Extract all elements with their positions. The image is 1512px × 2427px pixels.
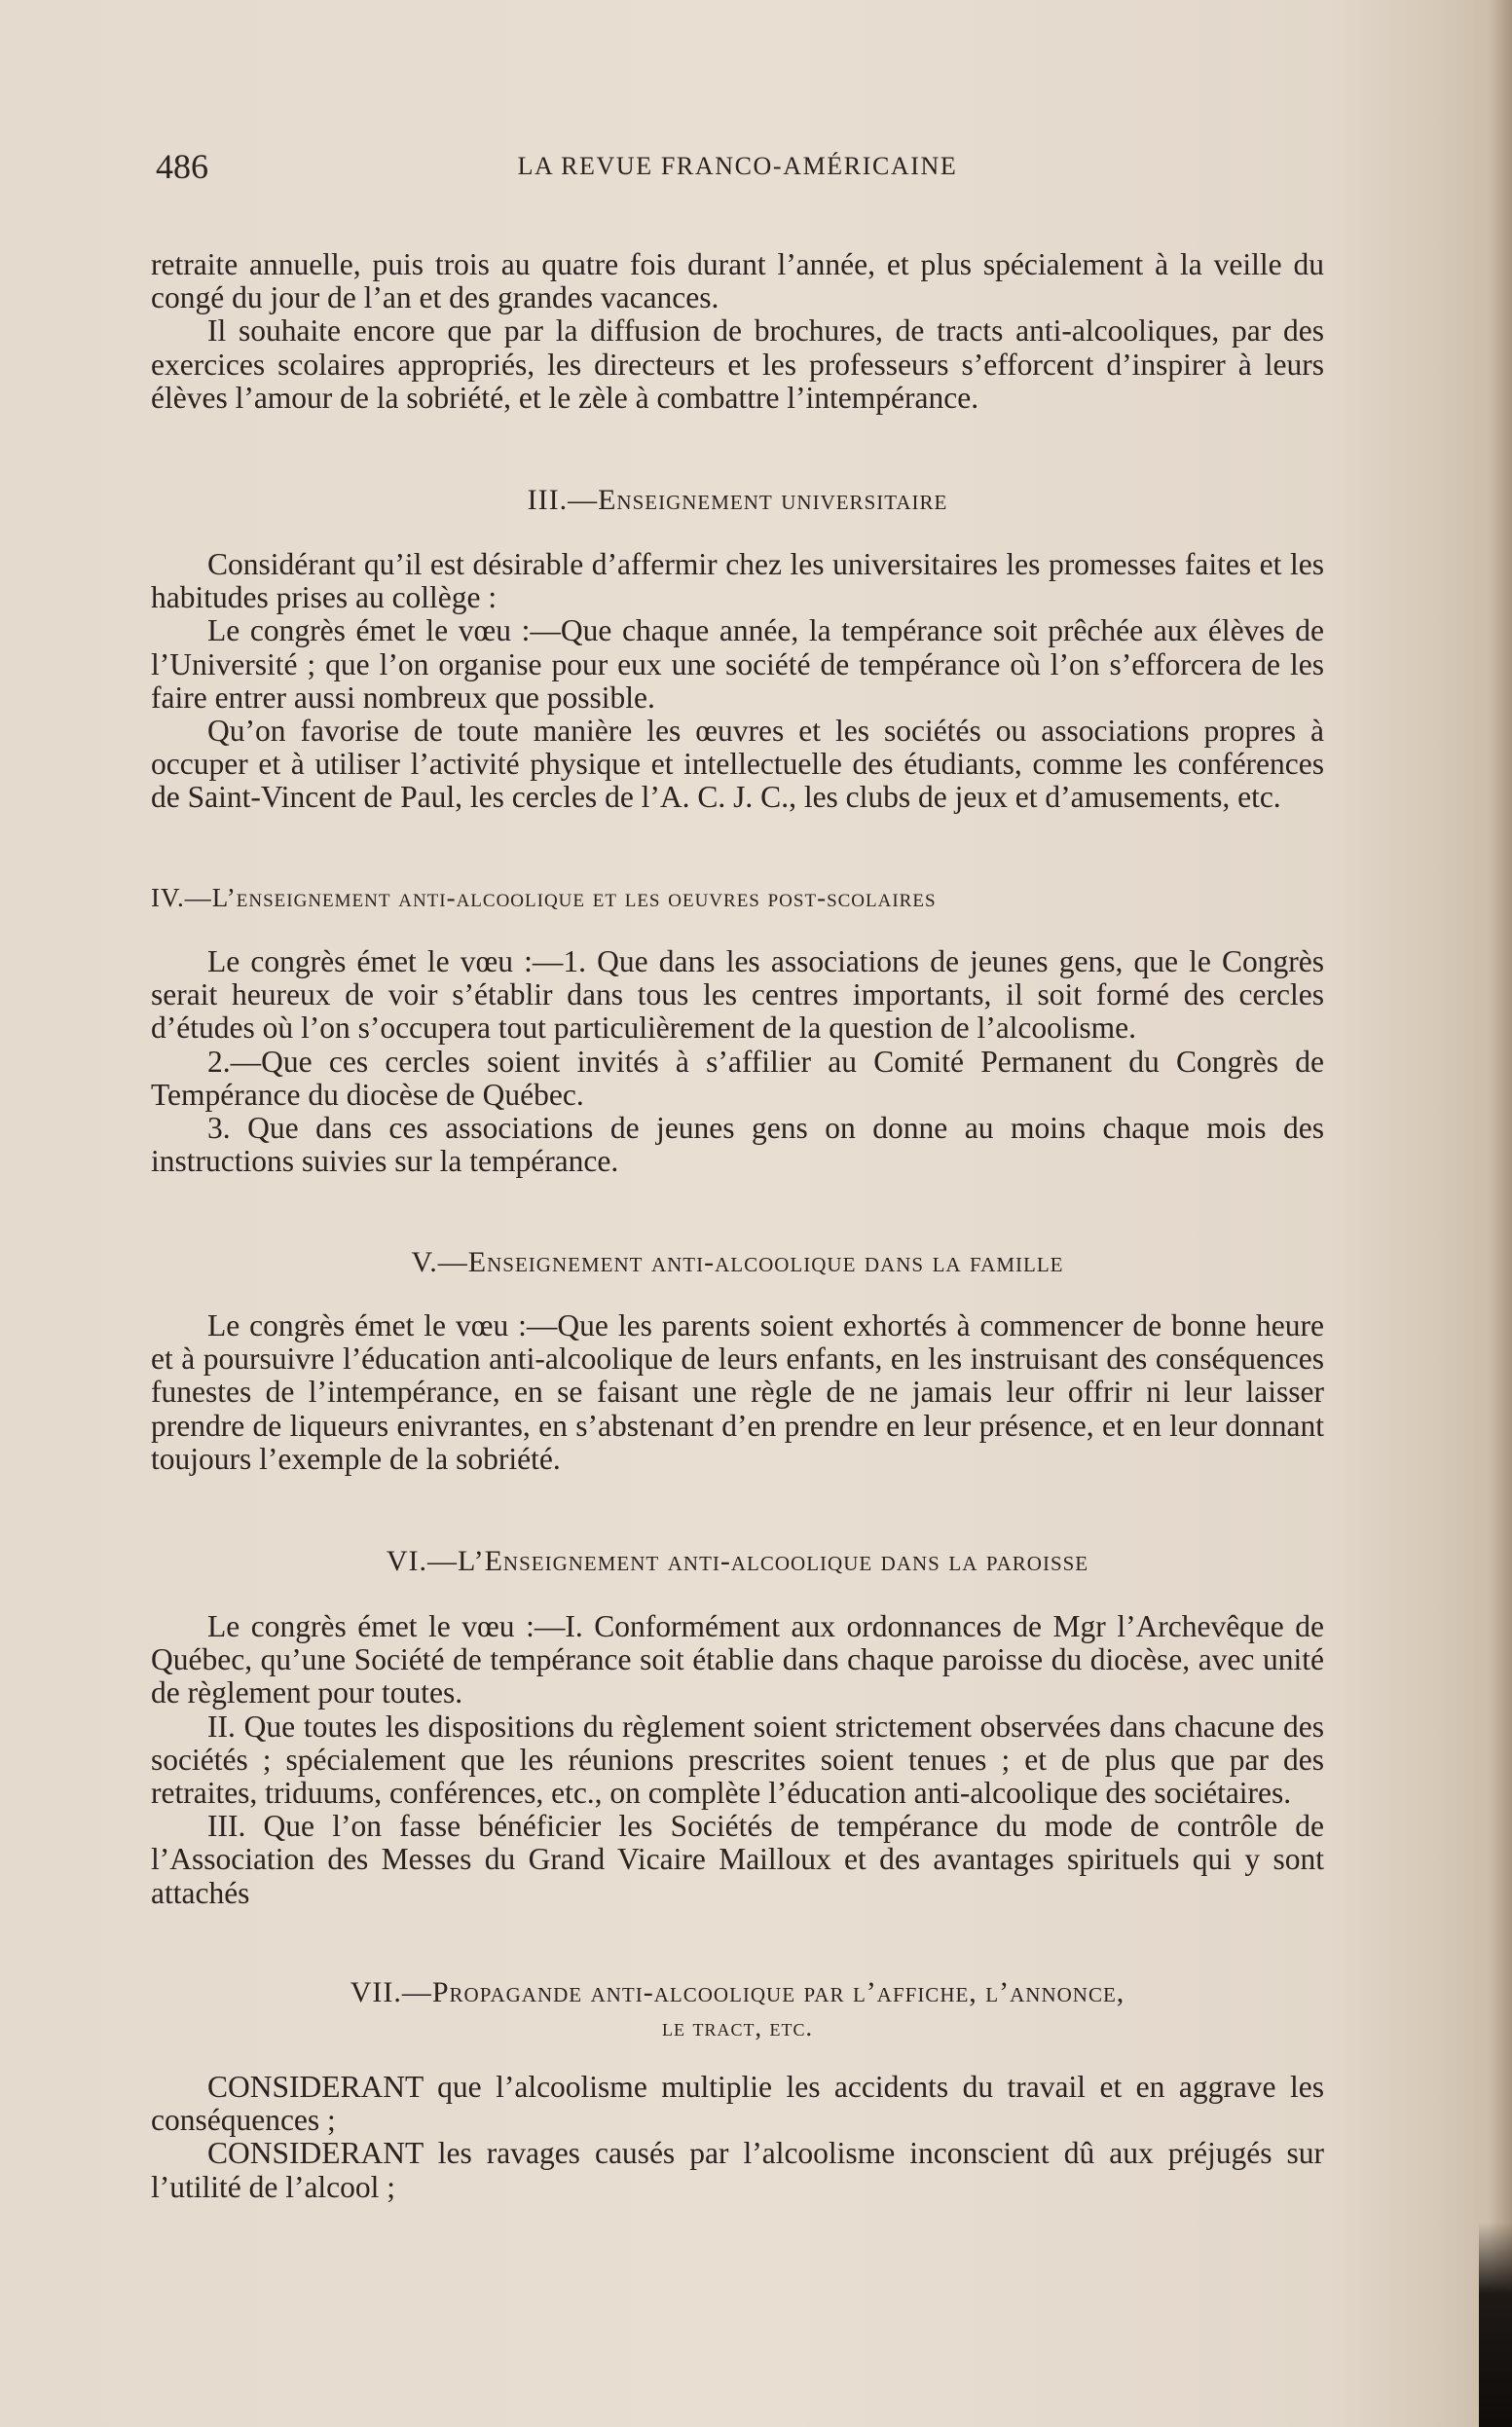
section-heading-vii-line2 [151, 2011, 1324, 2044]
page-edge-shadow [1489, 0, 1512, 2427]
section-heading-vii [151, 1976, 1324, 2009]
paragraph: CONSIDERANT que l’alcoolisme multiplie les accidents du travail et en aggrave les conséquences ; [151, 2070, 1324, 2138]
paragraph: CONSIDERANT les ravages causés par l’alcoolisme inconscient dû aux préjugés sur l’utilité de l’alcool ; [151, 2136, 1324, 2204]
intro-block [151, 248, 1324, 415]
paragraph: Le congrès émet le vœu :—Que chaque année, la tempérance soit prêchée aux élèves de l’Université ; que l’on organise pour eux une société de tempérance où l’on s’efforcera de les faire entrer aussi nombreux que possible. [151, 613, 1324, 715]
paragraph: Il souhaite encore que par la diffusion de brochures, de tracts anti-alcooliques, par des exercices scolaires appropriés, les directeurs et les professeurs s’efforcent d’inspirer à leurs élèves l’amour de la sobriété, et le zèle à combattre l’intempérance. [151, 313, 1324, 415]
section-vii-block [151, 2071, 1324, 2204]
section-iii-block [151, 548, 1324, 815]
section-iv-block [151, 945, 1324, 1178]
dark-corner [1479, 2223, 1512, 2427]
section-heading-text: V.—Enseignement anti-alcoolique dans la famille [411, 1246, 1064, 1278]
paragraph: Le congrès émet le vœu :—Que les parents soient exhortés à commencer de bonne heure et à poursuivre l’éducation anti-alcoolique de leurs enfants, en les instruisant des conséquences funestes de l’intempérance, en se faisant une règle de ne jamais leur offrir ni leur laisser prendre de liqueurs enivrantes, en s’abstenant d’en prendre en leur présence, et en leur donnant toujours l’exemple de la sobriété. [151, 1308, 1324, 1476]
paragraph: III. Que l’on fasse bénéficier les Sociétés de tempérance du mode de contrôle de l’Association des Messes du Grand Vicaire Mailloux et des avantages spirituels qui y sont attachés [151, 1809, 1324, 1910]
section-heading-vi [151, 1545, 1324, 1578]
section-heading-iv [151, 881, 1324, 914]
section-vi-block [151, 1610, 1324, 1910]
paragraph: Considérant qu’il est désirable d’affermir chez les universitaires les promesses faites et les habitudes prises au collège : [151, 547, 1324, 615]
section-heading-iii [151, 484, 1324, 517]
section-v-block [151, 1309, 1324, 1476]
paragraph: II. Que toutes les dispositions du règlement soient strictement observées dans chacune des sociétés ; spécialement que les réunions prescrites soient tenues ; et de plus que par des retraites, triduums, conférences, etc., on complète l’éducation anti-alcoolique des sociétaires. [151, 1709, 1324, 1811]
paragraph: Le congrès émet le vœu :—1. Que dans les associations de jeunes gens, que le Congrès serait heureux de voir s’établir dans tous les centres importants, il soit formé des cercles d’études où l’on s’occupera tout particulièrement de la question de l’alcoolisme. [151, 944, 1324, 1046]
running-title: LA REVUE FRANCO-AMÉRICAINE [517, 152, 958, 180]
section-heading-text: VI.—L’Enseignement anti-alcoolique dans la paroisse [386, 1545, 1089, 1577]
section-heading-text: le tract, etc. [662, 2013, 813, 2041]
section-heading-v [151, 1246, 1324, 1279]
section-heading-text: III.—Enseignement universitaire [527, 484, 948, 516]
paragraph: Le congrès émet le vœu :—I. Conformément aux ordonnances de Mgr l’Archevêque de Québec, qu’une Société de tempérance soit établie dans chaque paroisse du diocèse, avec unité de règlement pour toutes. [151, 1609, 1324, 1710]
paragraph: 2.—Que ces cercles soient invités à s’affilier au Comité Permanent du Congrès de Tempérance du diocèse de Québec. [151, 1044, 1324, 1112]
page-header [151, 146, 1324, 191]
page-number: 486 [156, 147, 208, 186]
paragraph: Qu’on favorise de toute manière les œuvres et les sociétés ou associations propres à occuper et à utiliser l’activité physique et intellectuelle des étudiants, comme les conférences de Saint-Vincent de Paul, les cercles de l’A. C. J. C., les clubs de jeux et d’amusements, etc. [151, 714, 1324, 815]
paragraph: 3. Que dans ces associations de jeunes gens on donne au moins chaque mois des instructions suivies sur la tempérance. [151, 1111, 1324, 1179]
section-heading-text: VII.—Propagande anti-alcoolique par l’affiche, l’annonce, [350, 1976, 1125, 2008]
paragraph: retraite annuelle, puis trois au quatre fois durant l’année, et plus spécialement à la veille du congé du jour de l’an et des grandes vacances. [151, 247, 1324, 315]
section-heading-text: IV.—L’enseignement anti-alcoolique et les oeuvres post-scolaires [151, 883, 937, 912]
